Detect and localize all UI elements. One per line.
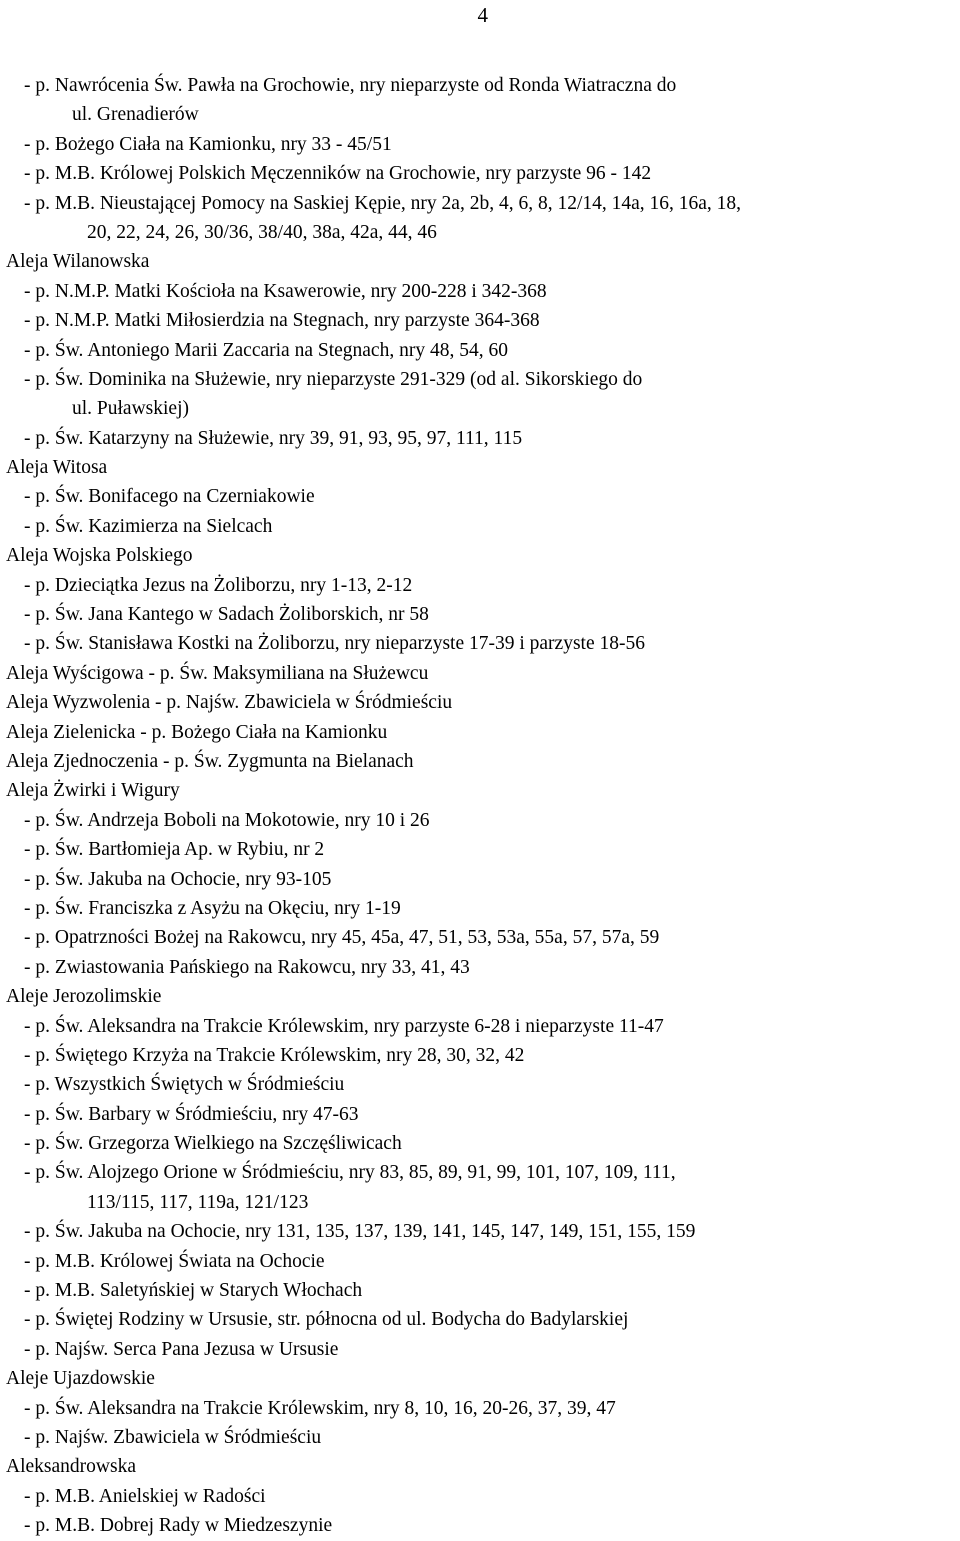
street-heading: Aleksandrowska <box>6 1456 136 1478</box>
parish-entry: - p. Św. Aleksandra na Trakcie Królewskim, nry parzyste 6-28 i nieparzyste 11-47 <box>24 1015 664 1037</box>
street-heading: Aleja Żwirki i Wigury <box>6 780 180 802</box>
parish-entry: - p. Bożego Ciała na Kamionku, nry 33 - 45/51 <box>24 133 392 155</box>
parish-entry: - p. Świętej Rodziny w Ursusie, str. północna od ul. Bodycha do Badylarskiej <box>24 1309 629 1331</box>
street-heading: Aleje Ujazdowskie <box>6 1368 155 1390</box>
parish-entry: - p. Św. Bartłomieja Ap. w Rybiu, nr 2 <box>24 839 325 861</box>
street-heading: Aleja Wilanowska <box>6 251 150 273</box>
street-heading: Aleja Wojska Polskiego <box>6 545 193 567</box>
street-heading: Aleja Wyzwolenia - p. Najśw. Zbawiciela w Śródmieściu <box>6 692 453 714</box>
parish-entry: - p. Opatrzności Bożej na Rakowcu, nry 45, 45a, 47, 51, 53, 53a, 55a, 57, 57a, 59 <box>24 927 660 949</box>
parish-entry: - p. Nawrócenia Św. Pawła na Grochowie, nry nieparzyste od Ronda Wiatraczna do <box>24 75 677 96</box>
parish-entry: - p. N.M.P. Matki Kościoła na Ksawerowie, nry 200-228 i 342-368 <box>24 280 547 302</box>
parish-entry: - p. Św. Antoniego Marii Zaccaria na Stegnach, nry 48, 54, 60 <box>24 339 508 361</box>
parish-entry: - p. N.M.P. Matki Miłosierdzia na Stegnach, nry parzyste 364-368 <box>24 310 540 332</box>
street-heading: Aleja Wyścigowa - p. Św. Maksymiliana na Służewcu <box>6 662 429 684</box>
street-heading: Aleja Zjednoczenia - p. Św. Zygmunta na Bielanach <box>6 750 414 772</box>
parish-entry: - p. Św. Franciszka z Asyżu na Okęciu, nry 1-19 <box>24 897 401 919</box>
parish-entry: - p. Św. Grzegorza Wielkiego na Szczęśliwicach <box>24 1133 402 1155</box>
street-heading: Aleja Witosa <box>6 457 108 479</box>
parish-entry: - p. Św. Katarzyny na Służewie, nry 39, 91, 93, 95, 97, 111, 115 <box>24 427 523 449</box>
parish-entry: - p. Św. Andrzeja Boboli na Mokotowie, nry 10 i 26 <box>24 809 430 831</box>
parish-entry: - p. Najśw. Serca Pana Jezusa w Ursusie <box>24 1338 339 1360</box>
entry-continuation: 20, 22, 24, 26, 30/36, 38/40, 38a, 42a, 44, 46 <box>87 221 437 243</box>
parish-entry: - p. Św. Jakuba na Ochocie, nry 93-105 <box>24 868 332 890</box>
parish-entry: - p. Wszystkich Świętych w Śródmieściu <box>24 1074 345 1096</box>
street-heading: Aleja Zielenicka - p. Bożego Ciała na Kamionku <box>6 721 388 743</box>
parish-entry: - p. M.B. Nieustającej Pomocy na Saskiej Kępie, nry 2a, 2b, 4, 6, 8, 12/14, 14a, 16, 16a, 18, <box>24 192 742 214</box>
parish-entry: - p. M.B. Królowej Świata na Ochocie <box>24 1250 325 1272</box>
parish-entry: - p. Św. Jakuba na Ochocie, nry 131, 135, 137, 139, 141, 145, 147, 149, 151, 155, 159 <box>24 1221 696 1243</box>
parish-entry: - p. M.B. Anielskiej w Radości <box>24 1485 266 1507</box>
parish-entry: - p. M.B. Królowej Polskich Męczenników na Grochowie, nry parzyste 96 - 142 <box>24 163 652 185</box>
parish-entry: - p. M.B. Saletyńskiej w Starych Włochach <box>24 1280 363 1302</box>
parish-entry: - p. Św. Jana Kantego w Sadach Żoliborskich, nr 58 <box>24 604 429 626</box>
parish-entry: - p. Św. Kazimierza na Sielcach <box>24 515 273 537</box>
entry-continuation: ul. Grenadierów <box>72 104 199 126</box>
parish-entry: - p. M.B. Dobrej Rady w Miedzeszynie <box>24 1515 333 1537</box>
document-body <box>6 71 956 1541</box>
parish-entry: - p. Św. Bonifacego na Czerniakowie <box>24 486 315 508</box>
parish-entry: - p. Najśw. Zbawiciela w Śródmieściu <box>24 1426 322 1448</box>
entry-continuation: 113/115, 117, 119a, 121/123 <box>87 1191 309 1213</box>
parish-entry: - p. Św. Barbary w Śródmieściu, nry 47-63 <box>24 1103 359 1125</box>
street-heading: Aleje Jerozolimskie <box>6 986 162 1008</box>
parish-entry: - p. Św. Dominika na Służewie, nry nieparzyste 291-329 (od al. Sikorskiego do <box>24 368 643 390</box>
parish-entry: - p. Dzieciątka Jezus na Żoliborzu, nry 1-13, 2-12 <box>24 574 413 596</box>
parish-entry: - p. Świętego Krzyża na Trakcie Królewskim, nry 28, 30, 32, 42 <box>24 1044 525 1066</box>
parish-entry: - p. Zwiastowania Pańskiego na Rakowcu, nry 33, 41, 43 <box>24 956 470 978</box>
parish-entry: - p. Św. Alojzego Orione w Śródmieściu, nry 83, 85, 89, 91, 99, 101, 107, 109, 111, <box>24 1162 676 1184</box>
parish-entry: - p. Św. Aleksandra na Trakcie Królewskim, nry 8, 10, 16, 20-26, 37, 39, 47 <box>24 1397 616 1419</box>
page-number: 4 <box>477 3 488 27</box>
entry-continuation: ul. Puławskiej) <box>72 398 189 420</box>
parish-entry: - p. Św. Stanisława Kostki na Żoliborzu, nry nieparzyste 17-39 i parzyste 18-56 <box>24 633 645 655</box>
